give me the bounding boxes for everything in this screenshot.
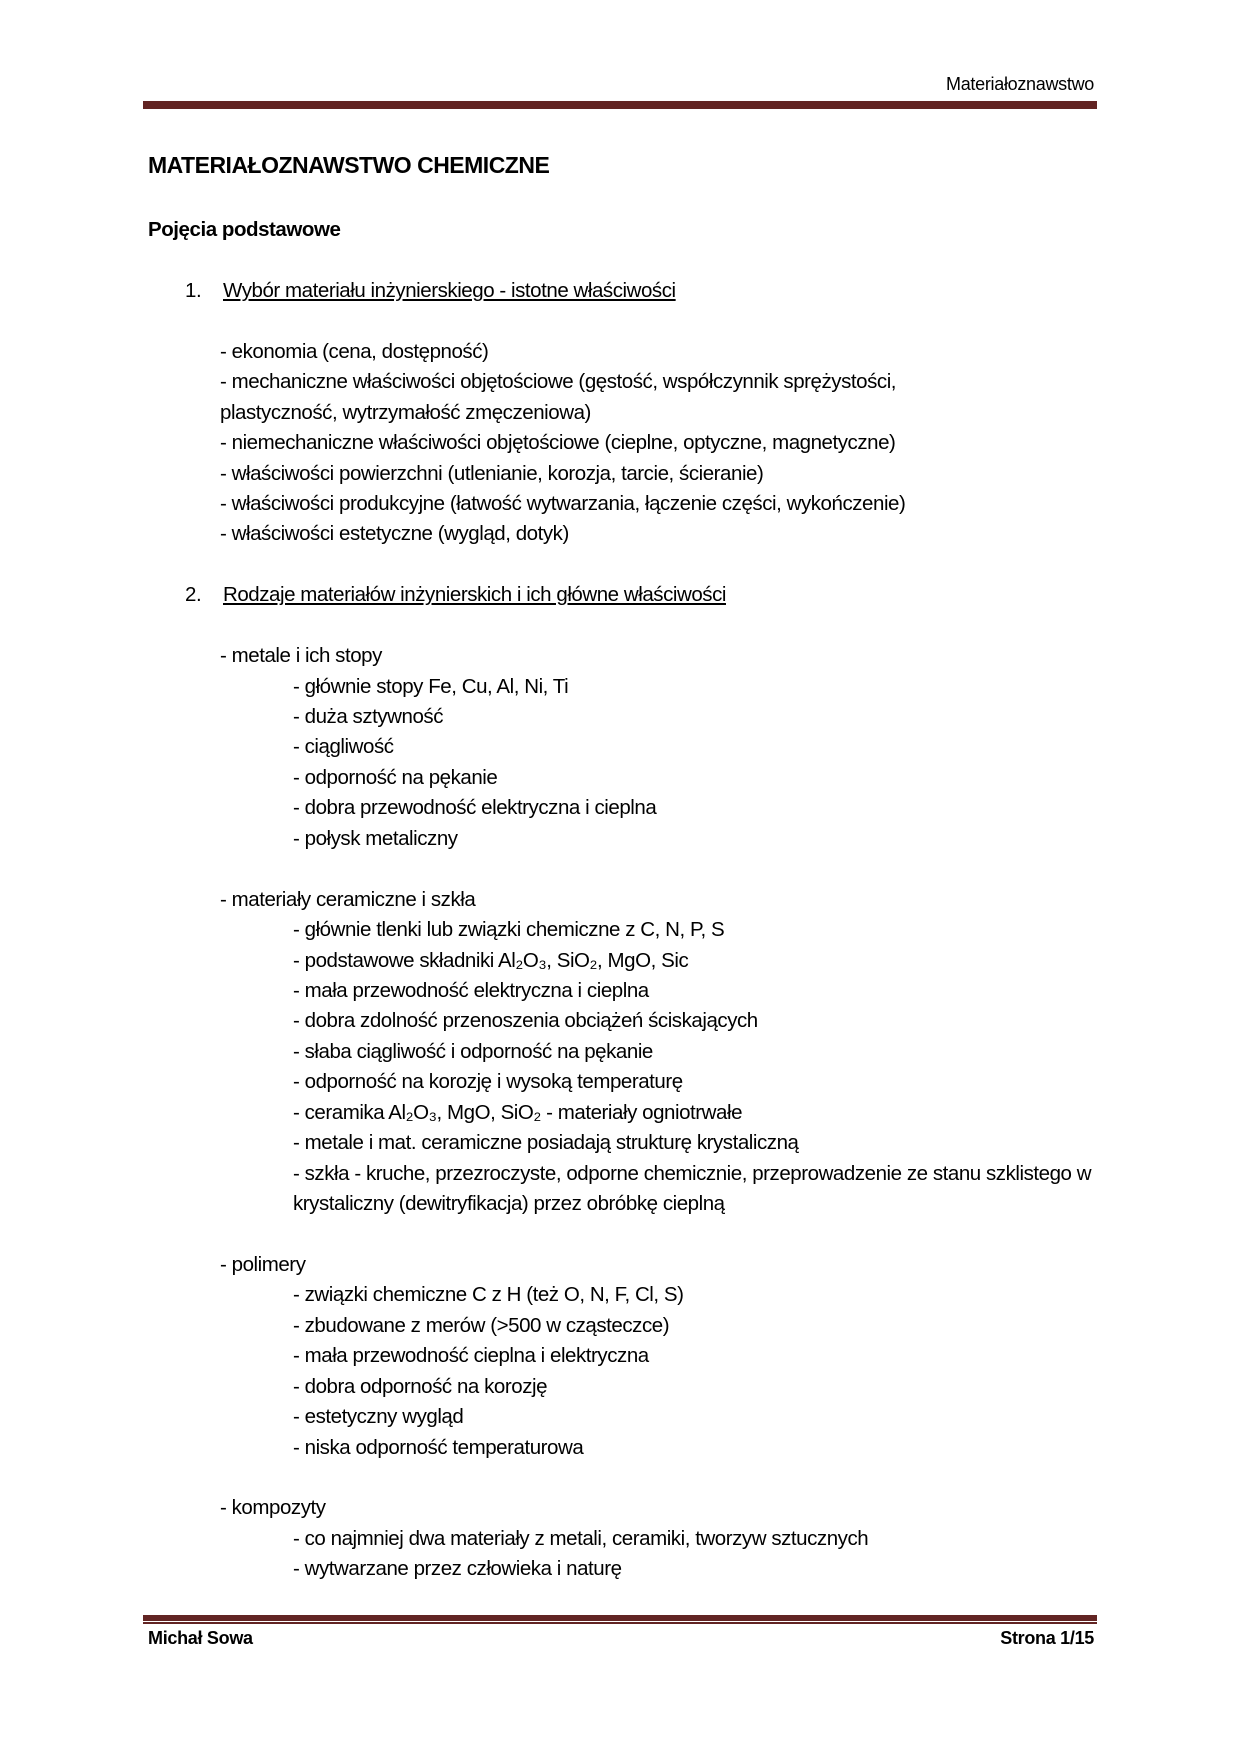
list-item: - zbudowane z merów (>500 w cząsteczce) [293, 1313, 670, 1337]
list-item: - mała przewodność elektryczna i cieplna [293, 978, 649, 1002]
heading-text: Rodzaje materiałów inżynierskich i ich główne właściwości [223, 583, 726, 607]
list-item: - połysk metaliczny [293, 826, 458, 850]
list-item: - związki chemiczne C z H (też O, N, F, Cl, S) [293, 1283, 684, 1307]
header-title: Materiałoznawstwo [946, 74, 1094, 94]
list-item: - właściwości powierzchni (utlenianie, korozja, tarcie, ścieranie) [220, 461, 764, 485]
footer-page-number: Strona 1/15 [1000, 1628, 1094, 1648]
list-item: - metale i mat. ceramiczne posiadają strukturę krystaliczną [293, 1131, 799, 1155]
group-heading: - kompozyty [220, 1496, 326, 1520]
list-item: - słaba ciągliwość i odporność na pękanie [293, 1039, 653, 1063]
list-item: - dobra przewodność elektryczna i cieplna [293, 796, 657, 820]
document-body [148, 215, 1098, 1585]
list-item: - odporność na pękanie [293, 765, 498, 789]
list-item: - wytwarzane przez człowieka i naturę [293, 1557, 622, 1581]
list-item: - głównie tlenki lub związki chemiczne z C, N, P, S [293, 918, 725, 942]
list-item: - ceramika Al₂O₃, MgO, SiO₂ - materiały ogniotrwałe [293, 1100, 743, 1124]
list-item: - dobra odporność na korozję [293, 1374, 548, 1398]
list-item: - głównie stopy Fe, Cu, Al, Ni, Ti [293, 674, 569, 698]
list-item: - ekonomia (cena, dostępność) [220, 339, 489, 363]
heading-text: Wybór materiału inżynierskiego - istotne właściwości [223, 278, 676, 302]
list-item: - duża sztywność [293, 705, 444, 728]
footer-divider [143, 1615, 1097, 1621]
group-heading: - metale i ich stopy [220, 644, 382, 668]
list-item: plastyczność, wytrzymałość zmęczeniowa) [220, 400, 591, 424]
list-item: - ciągliwość [293, 735, 394, 759]
list-item: - właściwości estetyczne (wygląd, dotyk) [220, 522, 569, 546]
group-heading: - materiały ceramiczne i szkła [220, 887, 476, 911]
list-item: - dobra zdolność przenoszenia obciążeń ściskających [293, 1009, 758, 1033]
numbered-heading-1 [148, 276, 1098, 306]
list-item: - podstawowe składniki Al₂O₃, SiO₂, MgO, Sic [293, 948, 689, 972]
list-item: - mechaniczne właściwości objętościowe (gęstość, współczynnik sprężystości, [220, 370, 897, 394]
list-item: - mała przewodność cieplna i elektryczna [293, 1344, 649, 1368]
list-item: - estetyczny wygląd [293, 1405, 464, 1429]
document-title: MATERIAŁOZNAWSTWO CHEMICZNE [148, 152, 550, 178]
numbered-heading-2 [148, 580, 1098, 610]
header-divider [143, 101, 1097, 109]
footer-divider-thin [143, 1622, 1097, 1624]
group-heading: - polimery [220, 1252, 306, 1276]
list-number: 1. [185, 278, 202, 302]
list-item: - niska odporność temperaturowa [293, 1435, 584, 1459]
list-item: - co najmniej dwa materiały z metali, ceramiki, tworzyw sztucznych [293, 1526, 869, 1550]
section-heading: Pojęcia podstawowe [148, 218, 341, 241]
footer-author: Michał Sowa [148, 1628, 253, 1648]
list-number: 2. [185, 583, 202, 607]
list-item: - niemechaniczne właściwości objętościowe (cieplne, optyczne, magnetyczne) [220, 431, 896, 455]
list-item: - szkła - kruche, przezroczyste, odporne chemicznie, przeprowadzenie ze stanu szklistego w krystaliczny (dewitryfikacja) przez obróbkę cieplną [293, 1161, 1092, 1216]
list-item: - odporność na korozję i wysoką temperaturę [293, 1070, 683, 1094]
list-item: - właściwości produkcyjne (łatwość wytwarzania, łączenie części, wykończenie) [220, 491, 906, 515]
